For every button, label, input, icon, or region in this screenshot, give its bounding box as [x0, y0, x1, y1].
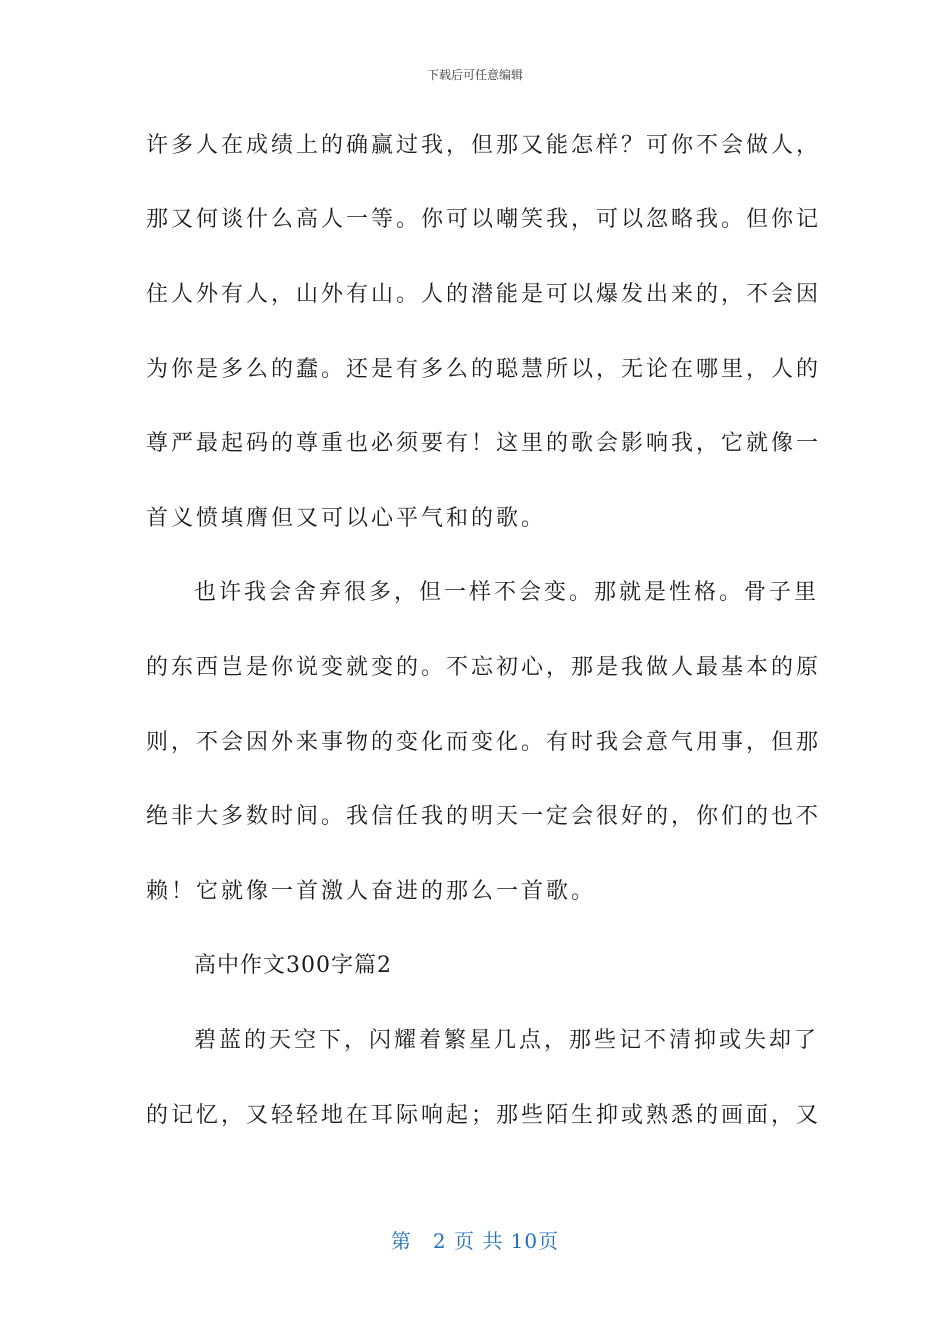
text-line: 首义愤填膺但又可以心平气和的歌。 [146, 506, 547, 531]
text-line: 尊严最起码的尊重也必须要有！这里的歌会影响我，它就像一 [146, 431, 822, 456]
text-line: 许多人在成绩上的确赢过我，但那又能怎样？可你不会做人， [146, 133, 822, 158]
text-line: 也许我会舍弃很多，但一样不会变。那就是性格。骨子里 [194, 580, 820, 605]
text-line: 高中作文300字篇2 [194, 953, 392, 978]
text-line: 绝非大多数时间。我信任我的明天一定会很好的，你们的也不 [146, 804, 822, 829]
text-line: 那又何谈什么高人一等。你可以嘲笑我，可以忽略我。但你记 [146, 207, 822, 232]
text-line: 的记忆，又轻轻地在耳际响起；那些陌生抑或熟悉的画面，又 [146, 1103, 822, 1128]
page-header: 下载后可任意编辑 [426, 68, 523, 82]
text-line: 住人外有人，山外有山。人的潜能是可以爆发出来的，不会因 [146, 282, 822, 307]
text-line: 则，不会因外来事物的变化而变化。有时我会意气用事，但那 [146, 730, 822, 755]
text-line: 的东西岂是你说变就变的。不忘初心，那是我做人最基本的原 [146, 655, 822, 680]
page-number-footer: 第 2 页 共 10页 [390, 1229, 560, 1253]
text-line: 为你是多么的蠢。还是有多么的聪慧所以，无论在哪里，人的 [146, 357, 822, 382]
text-line: 赖！它就像一首激人奋进的那么一首歌。 [146, 879, 597, 904]
text-line: 碧蓝的天空下，闪耀着繁星几点，那些记不清抑或失却了 [194, 1028, 820, 1053]
